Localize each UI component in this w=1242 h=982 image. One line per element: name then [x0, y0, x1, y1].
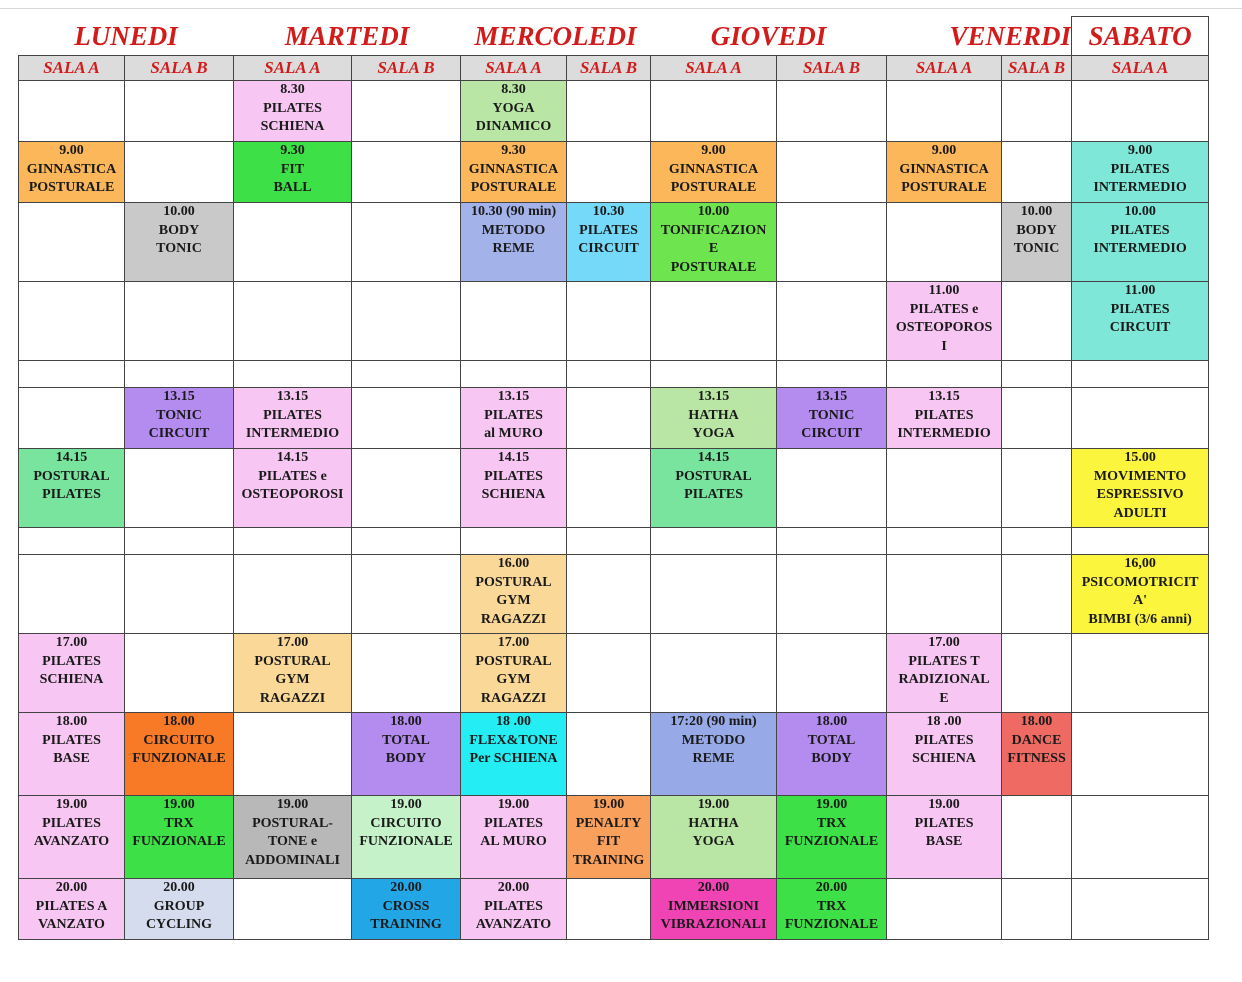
class-cell: 9.30 GINNASTICA POSTURALE — [461, 142, 567, 203]
day-header-giovedi: GIOVEDI — [710, 20, 827, 51]
empty-cell — [1002, 796, 1072, 879]
class-cell: 18.00 PILATES BASE — [19, 713, 125, 796]
class-cell: 9.00 PILATES INTERMEDIO — [1072, 142, 1209, 203]
empty-cell — [234, 282, 352, 361]
empty-cell — [651, 634, 777, 713]
empty-cell — [1002, 142, 1072, 203]
empty-cell — [234, 361, 352, 388]
empty-cell — [777, 203, 887, 282]
class-cell: 10.00 BODY TONIC — [1002, 203, 1072, 282]
time-slot-row — [19, 528, 1209, 555]
class-cell: 17.00 POSTURAL GYM RAGAZZI — [461, 634, 567, 713]
time-slot-row — [19, 634, 1209, 713]
empty-cell — [777, 528, 887, 555]
empty-cell — [352, 555, 461, 634]
empty-cell — [125, 361, 234, 388]
empty-cell — [1072, 879, 1209, 940]
empty-cell — [651, 282, 777, 361]
empty-cell — [19, 81, 125, 142]
page-top-divider — [0, 8, 1242, 9]
empty-cell — [651, 81, 777, 142]
empty-cell — [887, 449, 1002, 528]
empty-cell — [777, 361, 887, 388]
time-slot-row — [19, 81, 1209, 142]
empty-cell — [1072, 388, 1209, 449]
class-cell: 20.00 IMMERSIONI VIBRAZIONALI — [651, 879, 777, 940]
empty-cell — [887, 81, 1002, 142]
weekly-class-schedule — [18, 16, 1209, 940]
class-cell: 8.30 YOGA DINAMICO — [461, 81, 567, 142]
empty-cell — [1002, 528, 1072, 555]
empty-cell — [1002, 282, 1072, 361]
class-cell: 15.00 MOVIMENTO ESPRESSIVO ADULTI — [1072, 449, 1209, 528]
time-slot-row — [19, 555, 1209, 634]
empty-cell — [887, 528, 1002, 555]
empty-cell — [19, 203, 125, 282]
empty-cell — [567, 282, 651, 361]
empty-cell — [1072, 528, 1209, 555]
empty-cell — [1072, 361, 1209, 388]
day-header-lunedi: LUNEDI — [74, 20, 178, 51]
empty-cell — [234, 713, 352, 796]
time-slot-row — [19, 449, 1209, 528]
empty-cell — [125, 282, 234, 361]
class-cell: 13.15 TONIC CIRCUIT — [777, 388, 887, 449]
empty-cell — [567, 388, 651, 449]
class-cell: 19.00 PENALTY FIT TRAINING — [567, 796, 651, 879]
class-cell: 10.30 (90 min) METODO REME — [461, 203, 567, 282]
empty-cell — [461, 361, 567, 388]
time-slot-row — [19, 713, 1209, 796]
class-cell: 17.00 POSTURAL GYM RAGAZZI — [234, 634, 352, 713]
empty-cell — [1002, 81, 1072, 142]
day-header-sabato: SABATO — [1072, 17, 1209, 56]
empty-cell — [125, 81, 234, 142]
room-header: SALA B — [567, 56, 651, 81]
empty-cell — [651, 361, 777, 388]
empty-cell — [352, 361, 461, 388]
class-cell: 18.00 TOTAL BODY — [352, 713, 461, 796]
room-header-row — [19, 56, 1209, 81]
class-cell: 18.00 CIRCUITO FUNZIONALE — [125, 713, 234, 796]
class-cell: 11.00 PILATES e OSTEOPOROS I — [887, 282, 1002, 361]
empty-cell — [125, 142, 234, 203]
class-cell: 19.00 POSTURAL- TONE e ADDOMINALI — [234, 796, 352, 879]
empty-cell — [887, 879, 1002, 940]
empty-cell — [777, 449, 887, 528]
time-slot-row — [19, 388, 1209, 449]
class-cell: 18.00 DANCE FITNESS — [1002, 713, 1072, 796]
empty-cell — [125, 634, 234, 713]
empty-cell — [461, 282, 567, 361]
empty-cell — [1072, 81, 1209, 142]
class-cell: 16.00 POSTURAL GYM RAGAZZI — [461, 555, 567, 634]
empty-cell — [567, 142, 651, 203]
time-slot-row — [19, 142, 1209, 203]
room-header: SALA B — [1002, 56, 1072, 81]
class-cell: 19.00 PILATES AL MURO — [461, 796, 567, 879]
room-header: SALA A — [461, 56, 567, 81]
empty-cell — [352, 528, 461, 555]
class-cell: 20.00 PILATES AVANZATO — [461, 879, 567, 940]
empty-cell — [352, 282, 461, 361]
empty-cell — [567, 879, 651, 940]
class-cell: 14.15 POSTURAL PILATES — [651, 449, 777, 528]
class-cell: 9.00 GINNASTICA POSTURALE — [19, 142, 125, 203]
room-header: SALA A — [19, 56, 125, 81]
class-cell: 17:20 (90 min) METODO REME — [651, 713, 777, 796]
time-slot-row — [19, 282, 1209, 361]
empty-cell — [1002, 634, 1072, 713]
empty-cell — [777, 634, 887, 713]
empty-cell — [567, 528, 651, 555]
class-cell: 11.00 PILATES CIRCUIT — [1072, 282, 1209, 361]
empty-cell — [651, 528, 777, 555]
class-cell: 18 .00 FLEX&TONE Per SCHIENA — [461, 713, 567, 796]
time-slot-row — [19, 879, 1209, 940]
empty-cell — [1072, 796, 1209, 879]
class-cell: 10.30 PILATES CIRCUIT — [567, 203, 651, 282]
class-cell: 14.15 POSTURAL PILATES — [19, 449, 125, 528]
empty-cell — [887, 361, 1002, 388]
empty-cell — [234, 879, 352, 940]
empty-cell — [1072, 713, 1209, 796]
class-cell: 13.15 PILATES INTERMEDIO — [234, 388, 352, 449]
empty-cell — [234, 203, 352, 282]
empty-cell — [567, 634, 651, 713]
class-cell: 20.00 TRX FUNZIONALE — [777, 879, 887, 940]
class-cell: 19.00 PILATES BASE — [887, 796, 1002, 879]
empty-cell — [352, 203, 461, 282]
class-cell: 13.15 HATHA YOGA — [651, 388, 777, 449]
empty-cell — [125, 449, 234, 528]
day-header-martedi: MARTEDI — [284, 20, 410, 51]
empty-cell — [352, 142, 461, 203]
empty-cell — [234, 555, 352, 634]
class-cell: 14.15 PILATES e OSTEOPOROSI — [234, 449, 352, 528]
room-header: SALA B — [777, 56, 887, 81]
empty-cell — [1002, 879, 1072, 940]
day-header-row — [19, 17, 1209, 56]
empty-cell — [19, 388, 125, 449]
empty-cell — [567, 81, 651, 142]
empty-cell — [19, 528, 125, 555]
empty-cell — [19, 361, 125, 388]
empty-cell — [887, 203, 1002, 282]
class-cell: 20.00 PILATES A VANZATO — [19, 879, 125, 940]
empty-cell — [1002, 361, 1072, 388]
empty-cell — [777, 81, 887, 142]
empty-cell — [651, 555, 777, 634]
empty-cell — [777, 555, 887, 634]
room-header: SALA B — [125, 56, 234, 81]
empty-cell — [567, 713, 651, 796]
room-header: SALA A — [234, 56, 352, 81]
class-cell: 19.00 TRX FUNZIONALE — [777, 796, 887, 879]
day-header-mercoledi: MERCOLEDI — [474, 20, 637, 51]
empty-cell — [352, 81, 461, 142]
empty-cell — [1072, 634, 1209, 713]
empty-cell — [19, 555, 125, 634]
class-cell: 10.00 TONIFICAZION E POSTURALE — [651, 203, 777, 282]
room-header: SALA A — [651, 56, 777, 81]
room-header: SALA B — [352, 56, 461, 81]
empty-cell — [1002, 555, 1072, 634]
empty-cell — [567, 449, 651, 528]
class-cell: 19.00 PILATES AVANZATO — [19, 796, 125, 879]
empty-cell — [352, 388, 461, 449]
time-slot-rows — [19, 81, 1209, 940]
class-cell: 17.00 PILATES T RADIZIONAL E — [887, 634, 1002, 713]
class-cell: 19.00 HATHA YOGA — [651, 796, 777, 879]
class-cell: 10.00 PILATES INTERMEDIO — [1072, 203, 1209, 282]
class-cell: 9.00 GINNASTICA POSTURALE — [651, 142, 777, 203]
class-cell: 13.15 PILATES al MURO — [461, 388, 567, 449]
class-cell: 20.00 GROUP CYCLING — [125, 879, 234, 940]
room-header: SALA A — [887, 56, 1002, 81]
time-slot-row — [19, 796, 1209, 879]
time-slot-row — [19, 361, 1209, 388]
day-header-venerdi: VENERDI — [949, 20, 1072, 51]
class-cell: 17.00 PILATES SCHIENA — [19, 634, 125, 713]
class-cell: 13.15 PILATES INTERMEDIO — [887, 388, 1002, 449]
class-cell: 19.00 TRX FUNZIONALE — [125, 796, 234, 879]
empty-cell — [887, 555, 1002, 634]
empty-cell — [352, 634, 461, 713]
empty-cell — [125, 555, 234, 634]
class-cell: 18 .00 PILATES SCHIENA — [887, 713, 1002, 796]
class-cell: 20.00 CROSS TRAINING — [352, 879, 461, 940]
empty-cell — [567, 555, 651, 634]
class-cell: 8.30 PILATES SCHIENA — [234, 81, 352, 142]
empty-cell — [567, 361, 651, 388]
time-slot-row — [19, 203, 1209, 282]
empty-cell — [1002, 449, 1072, 528]
empty-cell — [234, 528, 352, 555]
class-cell: 9.00 GINNASTICA POSTURALE — [887, 142, 1002, 203]
empty-cell — [125, 528, 234, 555]
empty-cell — [461, 528, 567, 555]
class-cell: 14.15 PILATES SCHIENA — [461, 449, 567, 528]
room-header: SALA A — [1072, 56, 1209, 81]
empty-cell — [1002, 388, 1072, 449]
empty-cell — [777, 142, 887, 203]
class-cell: 10.00 BODY TONIC — [125, 203, 234, 282]
class-cell: 16,00 PSICOMOTRICIT A' BIMBI (3/6 anni) — [1072, 555, 1209, 634]
empty-cell — [352, 449, 461, 528]
class-cell: 13.15 TONIC CIRCUIT — [125, 388, 234, 449]
empty-cell — [777, 282, 887, 361]
class-cell: 19.00 CIRCUITO FUNZIONALE — [352, 796, 461, 879]
empty-cell — [19, 282, 125, 361]
class-cell: 18.00 TOTAL BODY — [777, 713, 887, 796]
class-cell: 9.30 FIT BALL — [234, 142, 352, 203]
